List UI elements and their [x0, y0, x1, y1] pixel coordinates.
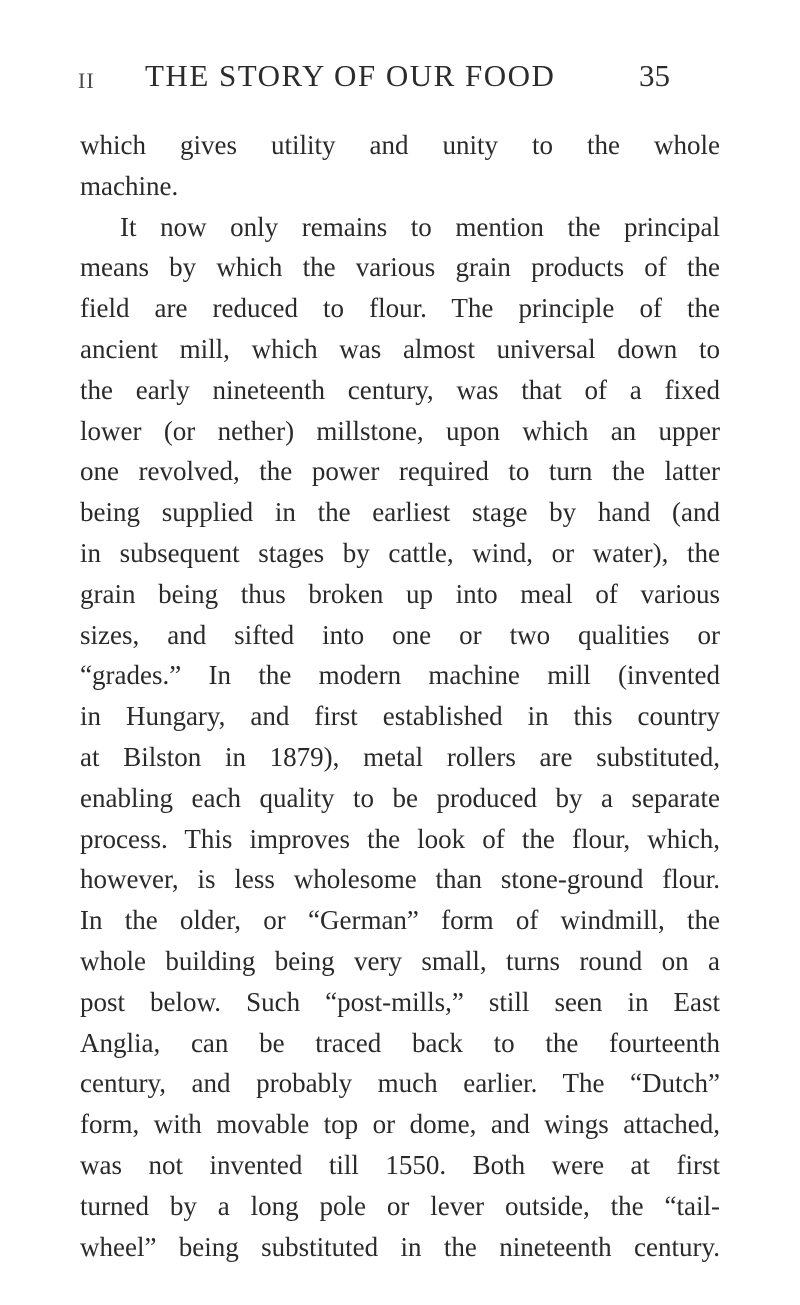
running-title: THE STORY OF OUR FOOD [145, 58, 556, 93]
text-line: at Bilston in 1879), metal rollers are substituted, [80, 741, 720, 772]
text-line: sizes, and sifted into one or two qualities or [80, 619, 720, 650]
text-line: Anglia, can be traced back to the fourteenth [80, 1027, 720, 1058]
text-line: means by which the various grain products of the [80, 252, 720, 283]
text-line: It now only remains to mention the principal [120, 211, 720, 242]
running-head [0, 58, 800, 98]
body-text [80, 125, 720, 1267]
text-line: lower (or nether) millstone, upon which an upper [80, 415, 720, 446]
text-line: In the older, or “German” form of windmill, the [80, 905, 720, 936]
text-line: century, and probably much earlier. The “Dutch” [80, 1068, 720, 1099]
text-line: enabling each quality to be produced by a separate [80, 782, 720, 813]
text-line: post below. Such “post-mills,” still seen in East [80, 986, 720, 1017]
text-line: the early nineteenth century, was that of a fixed [80, 374, 720, 405]
text-line: whole building being very small, turns round on a [80, 945, 720, 976]
text-line: turned by a long pole or lever outside, the “tail- [80, 1190, 720, 1221]
text-line: in subsequent stages by cattle, wind, or water), the [80, 537, 720, 568]
text-line: process. This improves the look of the flour, which, [80, 823, 720, 854]
text-line: being supplied in the earliest stage by hand (and [80, 497, 720, 528]
text-line: “grades.” In the modern machine mill (invented [80, 660, 720, 691]
text-line: one revolved, the power required to turn the latter [80, 456, 720, 487]
chapter-numeral: II [78, 68, 95, 93]
text-line: grain being thus broken up into meal of various [80, 578, 720, 609]
text-line: in Hungary, and first established in this country [80, 701, 720, 732]
text-line: ancient mill, which was almost universal down to [80, 333, 720, 364]
text-line: machine. [80, 170, 179, 201]
text-line: was not invented till 1550. Both were at first [80, 1149, 720, 1180]
text-line: field are reduced to flour. The principle of the [80, 293, 720, 324]
text-line: form, with movable top or dome, and wings attached, [80, 1109, 720, 1140]
text-line: which gives utility and unity to the whole [80, 130, 720, 160]
text-line: wheel” being substituted in the nineteenth century. [80, 1231, 720, 1262]
page-number: 35 [639, 58, 670, 93]
text-line: however, is less wholesome than stone-ground flour. [80, 864, 720, 895]
